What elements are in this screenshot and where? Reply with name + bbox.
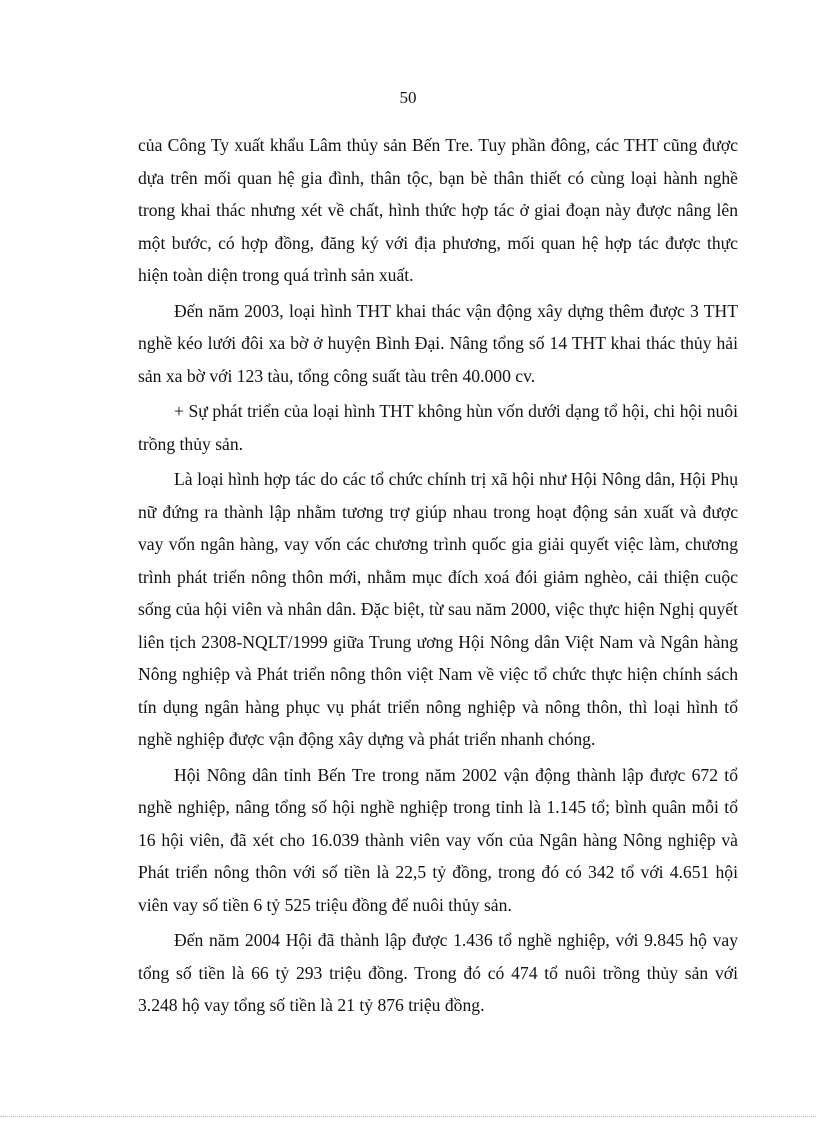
paragraph-2003-fishing-groups: Đến năm 2003, loại hình THT khai thác vận động xây dựng thêm được 3 THT nghề kéo lưới đôi xa bờ ở huyện Bình Đại. Nâng tổng số 14 THT khai thác thủy hải sản xa bờ với 123 tàu, tổng công suất tàu trên 40.000 cv. xyxy=(138,300,738,386)
paragraph-continuation: của Công Ty xuất khẩu Lâm thủy sản Bến Tre. Tuy phần đông, các THT cũng được dựa trên mối quan hệ gia đình, thân tộc, bạn bè thân thiết có cùng loại hành nghề trong khai thác nhưng xét về chất, hình thức hợp tác ở giai đoạn này được nâng lên một bước, có hợp đồng, đăng ký với địa phương, mối quan hệ hợp tác được thực hiện toàn diện trong quá trình sản xuất. xyxy=(138,135,738,285)
paragraph-farmers-union-2002: Hội Nông dân tỉnh Bến Tre trong năm 2002 vận động thành lập được 672 tổ nghề nghiệp, nâng tổng số hội nghề nghiệp trong tỉnh là 1.145 tổ; bình quân mỗi tổ 16 hội viên, đã xét cho 16.039 thành viên vay vốn của Ngân hàng Nông nghiệp và Phát triển nông thôn với số tiền là 22,5 tỷ đồng, trong đó có 342 tổ với 4.651 hội viên vay số tiền 6 tỷ 525 triệu đồng để nuôi thủy sản. xyxy=(138,764,738,915)
page-bottom-divider xyxy=(0,1116,816,1117)
paragraph-non-capital-groups-heading: + Sự phát triển của loại hình THT không hùn vốn dưới dạng tổ hội, chi hội nuôi trồng thủy sản. xyxy=(138,401,738,454)
body-text xyxy=(138,129,738,1022)
paragraph-2004-results: Đến năm 2004 Hội đã thành lập được 1.436 tổ nghề nghiệp, với 9.845 hộ vay tổng số tiền là 66 tỷ 293 triệu đồng. Trong đó có 474 tổ nuôi trồng thủy sản với 3.248 hộ vay tổng số tiền là 21 tỷ 876 triệu đồng. xyxy=(138,930,738,1015)
page-number: 50 xyxy=(399,88,417,107)
paragraph-cooperation-type: Là loại hình hợp tác do các tổ chức chính trị xã hội như Hội Nông dân, Hội Phụ nữ đứng ra thành lập nhằm tương trợ giúp nhau trong hoạt động sản xuất và được vay vốn ngân hàng, vay vốn các chương trình quốc gia giải quyết việc làm, chương trình phát triển nông thôn mới, nhằm mục đích xoá đói giảm nghèo, cải thiện cuộc sống của hội viên và nhân dân. Đặc biệt, từ sau năm 2000, việc thực hiện Nghị quyết liên tịch 2308-NQLT/1999 giữa Trung ương Hội Nông dân Việt Nam và Ngân hàng Nông nghiệp và Phát triển nông thôn việt Nam về việc tổ chức thực hiện chính sách tín dụng ngân hàng phục vụ phát triển nông nghiệp và nông thôn, thì loại hình tổ nghề nghiệp được vận động xây dựng và phát triển nhanh chóng. xyxy=(138,469,738,749)
